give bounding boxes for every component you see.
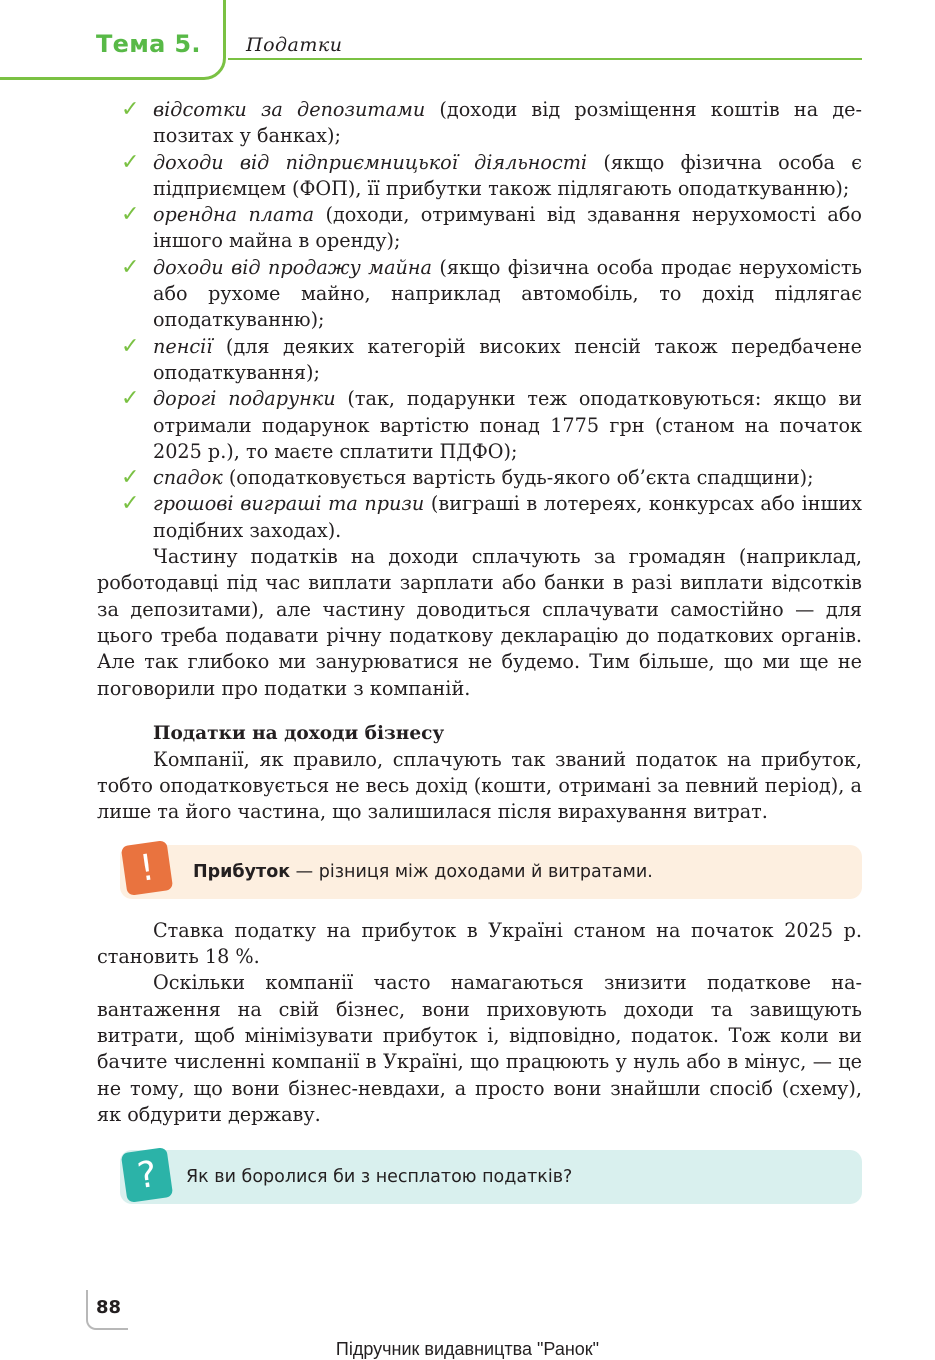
publisher-footer: Підручник видавництва "Ранок"	[335, 1339, 600, 1359]
list-item	[97, 491, 862, 544]
list-item	[97, 465, 862, 491]
list-item-term: орендна плата	[153, 203, 315, 227]
list-item-term: спадок	[153, 466, 223, 490]
checkmark-icon: ✓	[121, 333, 140, 359]
list-item	[97, 97, 862, 150]
question-text: Як ви боролися би з несплатою податків?	[186, 1167, 573, 1188]
page-number: 88	[96, 1297, 122, 1318]
list-item-text: (виграші в лотереях, конкурсах або інших подібних заходах).	[153, 492, 863, 542]
definition-text: — різниця між доходами й витратами.	[290, 861, 653, 882]
question-callout	[120, 1150, 862, 1204]
list-item-term: доходи від підприємницької діяльності	[153, 150, 588, 174]
paragraph: Компанії, як правило, сплачують так званий податок на прибуток, тобто оподатковується не весь дохід (кошти, отримані за певний період), а лише та його частина, що залишилася після вирахування витрат.	[97, 747, 862, 824]
paragraph: Оскільки компанії часто намагаються знизити податкове навантаження на свій бізнес, вони приховують доходи та завищують витрати, щоб мінімізувати прибуток і, відповідно, податок. Тож коли ви бачите численні компанії в Україні, що працюють у нуль або в мінус, — це не тому, що вони бізнес-невдахи, а просто вони знайшли спосіб (схему), як обдурити державу.	[97, 971, 862, 1126]
list-item-term: пенсії	[153, 334, 213, 358]
theme-label: Тема 5.	[96, 30, 201, 58]
exclamation-icon: !	[121, 840, 174, 896]
list-item-term: грошові виграші та призи	[153, 492, 425, 516]
list-item-term: дорогі подарунки	[153, 387, 336, 411]
income-checklist	[97, 97, 862, 544]
section-heading: Податки на доходи бізнесу	[153, 722, 445, 744]
list-item-text: (якщо фізична особа є підприємцем (ФОП), її прибутки також підлягають оподаткуванню);	[153, 150, 862, 200]
list-item-text: (для деяких категорій високих пенсій також передбачене оподаткування);	[153, 334, 862, 384]
checkmark-icon: ✓	[121, 386, 140, 412]
paragraph: Частину податків на доходи сплачують за громадян (наприклад, роботодавці під час виплати зарплати або банки в разі виплати відсотків за депозитами), але частину доводиться сплачувати самостійно — для цього треба подавати річну податкову декларацію до податкових органів. Але так глибоко ми занурюватися не будемо. Тим більше, що ми ще не поговорили про податки з компаній.	[97, 545, 862, 700]
list-item-term: відсотки за депозитами	[153, 98, 426, 121]
list-item-text: (доходи від розміщення коштів на депозитах у банках);	[153, 98, 862, 148]
list-item	[97, 386, 862, 465]
paragraph: Ставка податку на прибуток в Україні станом на початок 2025 р. становить 18 %.	[97, 918, 862, 969]
checkmark-icon: ✓	[121, 202, 140, 228]
checkmark-icon: ✓	[121, 254, 140, 280]
list-item-text: (оподатковується вартість будь-якого об’єкта спадщини);	[222, 466, 814, 490]
question-mark-icon: ?	[121, 1147, 174, 1203]
list-item	[97, 334, 862, 387]
checkmark-icon: ✓	[121, 491, 140, 517]
list-item	[97, 255, 862, 334]
list-item	[97, 150, 862, 203]
header-rule	[228, 58, 862, 60]
list-item-text: (доходи, отримувані від здавання нерухомості або іншого майна в оренду);	[153, 203, 862, 253]
checkmark-icon: ✓	[121, 97, 140, 122]
list-item-text: (якщо фізична особа продає нерухомість або рухоме майно, наприклад автомобіль, то дохід підлягає оподаткуванню);	[153, 255, 862, 332]
subject-title: Податки	[246, 34, 343, 56]
list-item	[97, 202, 862, 255]
page-content	[97, 97, 862, 1204]
checkmark-icon: ✓	[121, 149, 140, 175]
definition-callout	[120, 845, 862, 899]
list-item-term: доходи від продажу майна	[153, 255, 432, 279]
list-item-text: (так, подарунки теж оподатковуються: якщо ви отримали подарунок вартістю понад 1775 грн (станом на початок 2025 р.), то маєте сплатити ПДФО);	[153, 387, 863, 463]
checkmark-icon: ✓	[121, 465, 140, 491]
definition-term: Прибуток	[193, 861, 291, 882]
